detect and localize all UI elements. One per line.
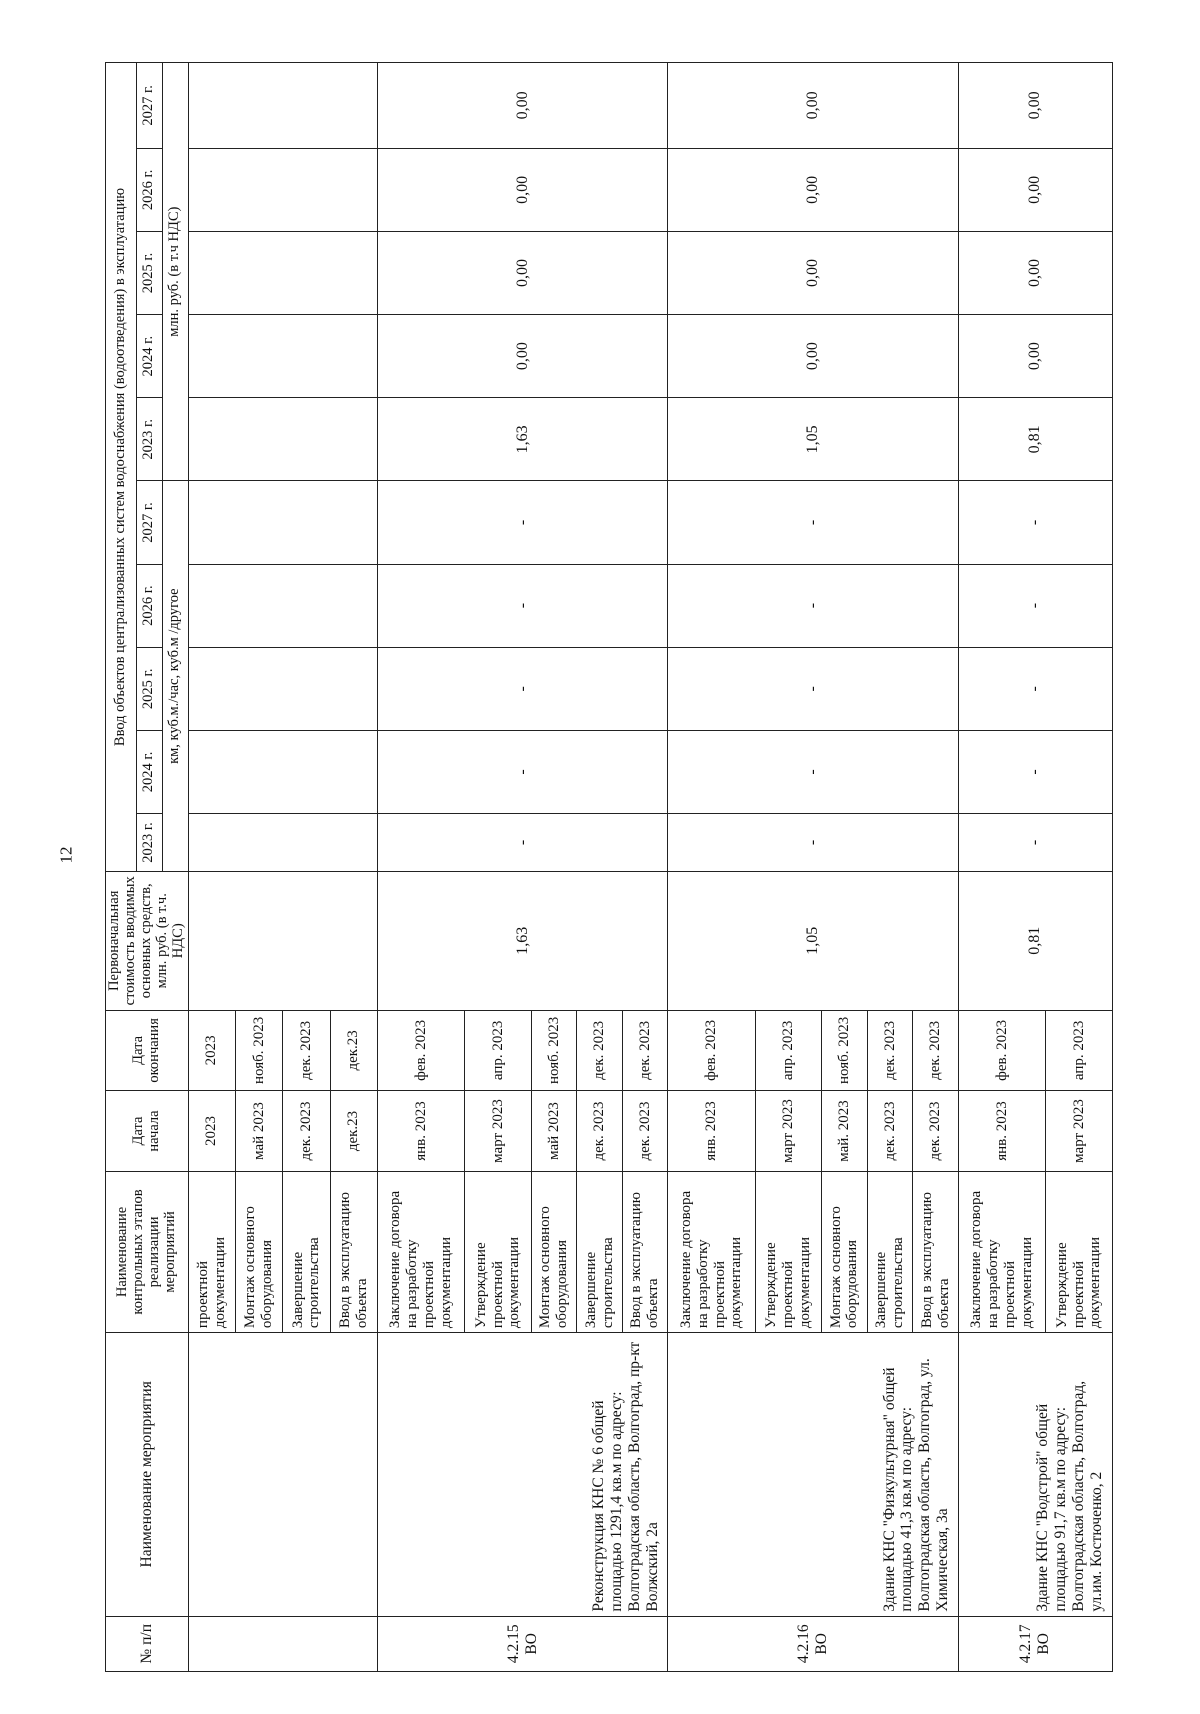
stage-start-date: май 2023: [235, 1091, 282, 1172]
money-input-value: 0,00: [377, 231, 667, 314]
stage-name: Заключение договора на разработку проектной документации: [958, 1171, 1045, 1332]
physical-input-value: -: [377, 647, 667, 730]
stage-name: Заключение договора на разработку проектной документации: [377, 1171, 464, 1332]
value-empty: [188, 564, 377, 647]
money-input-value: 0,00: [377, 63, 667, 149]
money-input-value: 0,00: [668, 148, 958, 231]
header-year: 2026 г.: [136, 148, 162, 231]
value-empty: [188, 148, 377, 231]
header-year: 2023 г.: [136, 398, 162, 481]
physical-input-value: -: [958, 814, 1112, 872]
stage-name: Ввод в эксплуатацию объекта: [330, 1171, 377, 1332]
stage-start-date: дек. 2023: [622, 1091, 668, 1172]
physical-input-value: -: [668, 647, 958, 730]
value-empty: [188, 730, 377, 813]
stage-end-date: 2023: [188, 1010, 235, 1091]
row-number: 4.2.17 ВО: [958, 1616, 1112, 1671]
physical-input-value: -: [377, 730, 667, 813]
physical-input-value: -: [377, 814, 667, 872]
stage-name: Завершение строительства: [283, 1171, 330, 1332]
stage-name: Ввод в эксплуатацию объекта: [622, 1171, 668, 1332]
header-year: 2027 г.: [136, 63, 162, 149]
investment-program-table: [105, 62, 1113, 1672]
stage-end-date: фев. 2023: [377, 1010, 464, 1091]
cost-empty: [188, 871, 377, 1010]
header-input-group: Ввод объектов централизованных систем водоснабжения (водоотведения) в эксплуатацию: [106, 63, 137, 872]
money-input-value: 0,00: [958, 63, 1112, 149]
money-input-value: 0,81: [958, 398, 1112, 481]
money-input-value: 0,00: [668, 315, 958, 398]
money-input-value: 0,00: [377, 148, 667, 231]
stage-start-date: 2023: [188, 1091, 235, 1172]
money-input-value: 0,00: [668, 63, 958, 149]
money-input-value: 0,00: [958, 231, 1112, 314]
initial-cost: 1,63: [377, 871, 667, 1010]
value-empty: [188, 63, 377, 149]
header-year: 2024 г.: [136, 730, 162, 813]
stage-end-date: фев. 2023: [958, 1010, 1045, 1091]
header-year: 2025 г.: [136, 231, 162, 314]
value-empty: [188, 315, 377, 398]
stage-start-date: май 2023: [531, 1091, 577, 1172]
stage-name: Утверждение проектной документации: [1046, 1171, 1113, 1332]
stage-start-date: дек. 2023: [867, 1091, 913, 1172]
physical-input-value: -: [958, 481, 1112, 564]
table-row: [668, 63, 755, 1672]
table-row: [188, 63, 235, 1672]
stage-start-date: янв. 2023: [668, 1091, 755, 1172]
money-input-value: 0,00: [958, 315, 1112, 398]
stage-end-date: дек. 2023: [867, 1010, 913, 1091]
money-input-value: 1,63: [377, 398, 667, 481]
stage-end-date: дек. 2023: [283, 1010, 330, 1091]
stage-start-date: дек. 2023: [913, 1091, 959, 1172]
event-name: Здание КНС "Физкультурная" общей площадью 41,3 кв.м по адресу: Волгоградская область, Волгоград, ул. Химическая, 3а: [668, 1333, 958, 1616]
row-num-empty: [188, 1616, 377, 1671]
stage-start-date: май. 2023: [822, 1091, 868, 1172]
stage-end-date: дек.23: [330, 1010, 377, 1091]
stage-end-date: нояб. 2023: [531, 1010, 577, 1091]
header-stages: Наименование контрольных этапов реализации мероприятий: [106, 1171, 189, 1332]
row-number: 4.2.16 ВО: [668, 1616, 958, 1671]
money-input-value: 0,00: [668, 231, 958, 314]
initial-cost: 0,81: [958, 871, 1112, 1010]
stage-end-date: апр. 2023: [1046, 1010, 1113, 1091]
header-unit-physical: км, куб.м./час, куб.м /другое: [162, 481, 188, 872]
stage-name: Ввод в эксплуатацию объекта: [913, 1171, 959, 1332]
stage-name: проектной документации: [188, 1171, 235, 1332]
physical-input-value: -: [377, 564, 667, 647]
money-input-value: 1,05: [668, 398, 958, 481]
physical-input-value: -: [958, 564, 1112, 647]
stage-name: Утверждение проектной документации: [465, 1171, 531, 1332]
stage-end-date: дек. 2023: [577, 1010, 623, 1091]
page-number: 12: [56, 846, 76, 864]
physical-input-value: -: [668, 814, 958, 872]
stage-end-date: апр. 2023: [755, 1010, 821, 1091]
stage-name: Монтаж основного оборудования: [822, 1171, 868, 1332]
initial-cost: 1,05: [668, 871, 958, 1010]
physical-input-value: -: [668, 564, 958, 647]
value-empty: [188, 481, 377, 564]
money-input-value: 0,00: [377, 315, 667, 398]
value-empty: [188, 231, 377, 314]
stage-start-date: март 2023: [755, 1091, 821, 1172]
stage-name: Монтаж основного оборудования: [531, 1171, 577, 1332]
header-end: Дата окончания: [106, 1010, 189, 1091]
physical-input-value: -: [377, 481, 667, 564]
stage-name: Монтаж основного оборудования: [235, 1171, 282, 1332]
stage-start-date: янв. 2023: [958, 1091, 1045, 1172]
stage-end-date: нояб. 2023: [822, 1010, 868, 1091]
header-year: 2027 г.: [136, 481, 162, 564]
stage-end-date: дек. 2023: [622, 1010, 668, 1091]
physical-input-value: -: [668, 730, 958, 813]
stage-end-date: нояб. 2023: [235, 1010, 282, 1091]
row-name-empty: [188, 1333, 377, 1616]
table-body: [188, 63, 1112, 1672]
stage-name: Заключение договора на разработку проектной документации: [668, 1171, 755, 1332]
stage-name: Завершение строительства: [577, 1171, 623, 1332]
document-canvas: [105, 62, 1105, 1672]
value-empty: [188, 814, 377, 872]
physical-input-value: -: [668, 481, 958, 564]
stage-end-date: апр. 2023: [465, 1010, 531, 1091]
value-empty: [188, 398, 377, 481]
stage-start-date: март 2023: [465, 1091, 531, 1172]
header-year: 2024 г.: [136, 315, 162, 398]
table-row: [958, 63, 1045, 1672]
rotated-page: [105, 62, 1105, 1672]
header-cost: Первоначальная стоимость вводимых основных средств, млн. руб. (в т.ч. НДС): [106, 871, 189, 1010]
header-year: 2023 г.: [136, 814, 162, 872]
header-start: Дата начала: [106, 1091, 189, 1172]
row-number: 4.2.15 ВО: [377, 1616, 667, 1671]
stage-start-date: дек. 2023: [577, 1091, 623, 1172]
header-year: 2025 г.: [136, 647, 162, 730]
table-row: [377, 63, 464, 1672]
stage-end-date: дек. 2023: [913, 1010, 959, 1091]
stage-start-date: дек. 2023: [283, 1091, 330, 1172]
event-name: Здание КНС "Водстрой" общей площадью 91,7 кв.м по адресу: Волгоградская область, Волгоград, ул.им. Костюченко, 2: [958, 1333, 1112, 1616]
value-empty: [188, 647, 377, 730]
header-unit-money: млн. руб. (в т.ч НДС): [162, 63, 188, 481]
stage-start-date: март 2023: [1046, 1091, 1113, 1172]
physical-input-value: -: [958, 730, 1112, 813]
header-num: № п/п: [106, 1616, 189, 1671]
money-input-value: 0,00: [958, 148, 1112, 231]
stage-name: Утверждение проектной документации: [755, 1171, 821, 1332]
stage-start-date: янв. 2023: [377, 1091, 464, 1172]
header-year: 2026 г.: [136, 564, 162, 647]
header-name: Наименование мероприятия: [106, 1333, 189, 1616]
stage-end-date: фев. 2023: [668, 1010, 755, 1091]
stage-start-date: дек.23: [330, 1091, 377, 1172]
physical-input-value: -: [958, 647, 1112, 730]
event-name: Реконструкция КНС № 6 общей площадью 1291,4 кв.м по адресу: Волгоградская область, Волгоград, пр-кт Волжский, 2а: [377, 1333, 667, 1616]
stage-name: Завершение строительства: [867, 1171, 913, 1332]
